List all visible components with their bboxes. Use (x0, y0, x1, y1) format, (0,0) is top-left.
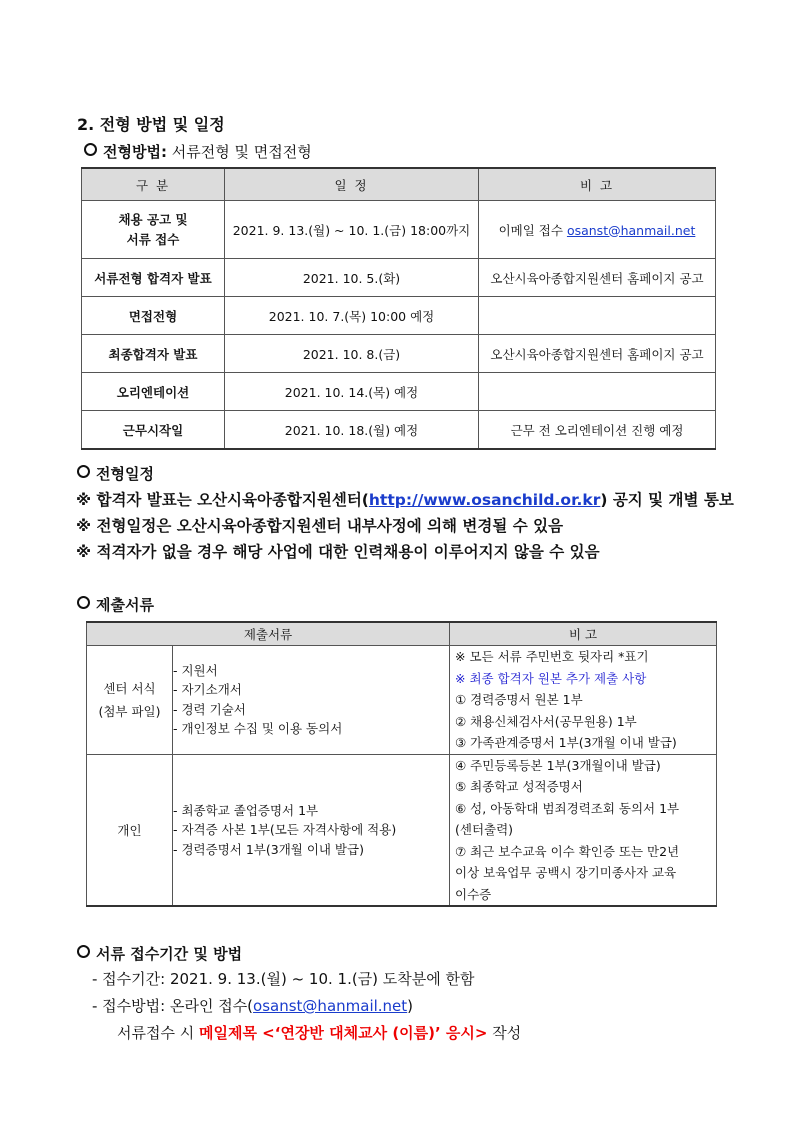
col-header-notes: 비 고 (479, 168, 716, 201)
schedule-notes (76, 488, 734, 566)
col-header-documents: 제출서류 (87, 622, 450, 646)
submission-period: - 접수기간: 2021. 9. 13.(월) ~ 10. 1.(금) 도착분에 한함 (92, 970, 475, 988)
note-text: ※ 합격자 발표는 오산시육아종합지원센터( (76, 491, 369, 509)
table-row (82, 297, 716, 335)
documents-title-text: 제출서류 (96, 596, 154, 614)
row-name: 서류전형 합격자 발표 (82, 259, 225, 297)
row-note (479, 297, 716, 335)
subject-text: 서류접수 시 (117, 1024, 199, 1042)
schedule-table (81, 167, 716, 450)
method-label: 전형방법: (103, 143, 167, 161)
doc-items: - 지원서 - 자기소개서 - 경력 기술서 - 개인정보 수집 및 이용 동의서 (173, 646, 450, 755)
notes-top-text: ※ 모든 서류 주민번호 뒷자리 *표기 (455, 649, 649, 664)
col-header-notes: 비 고 (450, 622, 717, 646)
table-row (82, 201, 716, 259)
submission-method (92, 995, 413, 1016)
notes-list-text: ① 경력증명서 원본 1부 ② 채용신체검사서(공무원용) 1부 ③ 가족관계증명서 1부(3개월 이내 발급) (455, 692, 677, 750)
doc-category: 개인 (87, 754, 173, 906)
schedule-notes-title (77, 463, 154, 484)
schedule-notes-title-text: 전형일정 (96, 465, 154, 483)
row-name: 채용 공고 및 서류 접수 (82, 201, 225, 259)
row-date: 2021. 10. 18.(월) 예정 (225, 411, 479, 450)
note-line-3: ※ 적격자가 없을 경우 해당 사업에 대한 인력채용이 이루어지지 않을 수 있음 (76, 543, 600, 561)
subject-highlight: 메일제목 <‘연장반 대체교사 (이름)’ 응시> (199, 1024, 488, 1042)
note-line-2: ※ 전형일정은 오산시육아종합지원센터 내부사정에 의해 변경될 수 있음 (76, 517, 564, 535)
email-link[interactable]: osanst@hanmail.net (566, 222, 696, 238)
doc-category: 센터 서식 (첨부 파일) (87, 646, 173, 755)
selection-method (84, 141, 312, 162)
table-row (82, 259, 716, 297)
website-link[interactable]: http://www.osanchild.or.kr (368, 491, 601, 509)
row-name: 오리엔테이션 (82, 373, 225, 411)
row-date: 2021. 10. 7.(목) 10:00 예정 (225, 297, 479, 335)
note-text: ) 공지 및 개별 통보 (600, 491, 734, 509)
row-note (479, 373, 716, 411)
table-row (82, 411, 716, 450)
documents-table (86, 621, 717, 907)
schedule-header-row (82, 168, 716, 201)
method-text: - 접수방법: 온라인 접수( (92, 997, 254, 1015)
note-line-1 (76, 488, 734, 514)
row-note: 근무 전 오리엔테이션 진행 예정 (479, 411, 716, 450)
row-name: 최종합격자 발표 (82, 335, 225, 373)
documents-header-row (87, 622, 717, 646)
table-row (87, 754, 717, 906)
circle-bullet-icon (77, 596, 90, 609)
method-value: 서류전형 및 면접전형 (166, 143, 312, 161)
table-row (82, 335, 716, 373)
doc-items: - 최종학교 졸업증명서 1부 - 자격증 사본 1부(모든 자격사항에 적용) - 경력증명서 1부(3개월 이내 발급) (173, 754, 450, 906)
submission-title-text: 서류 접수기간 및 방법 (96, 945, 243, 963)
note-text: 이메일 접수 (498, 222, 567, 238)
table-row (87, 646, 717, 755)
submission-title (77, 943, 242, 964)
notes-blue-text: ※ 최종 합격자 원본 추가 제출 사항 (455, 670, 647, 686)
documents-title (77, 594, 154, 615)
row-name: 근무시작일 (82, 411, 225, 450)
row-note: 오산시육아종합지원센터 홈페이지 공고 (479, 335, 716, 373)
circle-bullet-icon (84, 143, 97, 156)
row-note (479, 201, 716, 259)
table-row (82, 373, 716, 411)
doc-notes-top (450, 646, 717, 755)
email-link[interactable]: osanst@hanmail.net (253, 997, 408, 1015)
row-date: 2021. 10. 8.(금) (225, 335, 479, 373)
circle-bullet-icon (77, 465, 90, 478)
row-name: 면접전형 (82, 297, 225, 335)
subject-text: 작성 (487, 1024, 522, 1042)
submission-subject (117, 1022, 521, 1043)
col-header-category: 구 분 (82, 168, 225, 201)
section-title: 2. 전형 방법 및 일정 (77, 115, 225, 134)
row-note: 오산시육아종합지원센터 홈페이지 공고 (479, 259, 716, 297)
col-header-schedule: 일 정 (225, 168, 479, 201)
doc-notes-bottom: ④ 주민등록등본 1부(3개월이내 발급) ⑤ 최종학교 성적증명서 ⑥ 성, 아동학대 범죄경력조회 동의서 1부 (센터출력) ⑦ 최근 보수교육 이수 확인증 또는 만2년 이상 보육업무 공백시 장기미종사자 교육 이수증 (450, 754, 717, 906)
method-text: ) (407, 997, 414, 1015)
row-date: 2021. 9. 13.(월) ~ 10. 1.(금) 18:00까지 (225, 201, 479, 259)
circle-bullet-icon (77, 945, 90, 958)
row-date: 2021. 10. 5.(화) (225, 259, 479, 297)
row-date: 2021. 10. 14.(목) 예정 (225, 373, 479, 411)
